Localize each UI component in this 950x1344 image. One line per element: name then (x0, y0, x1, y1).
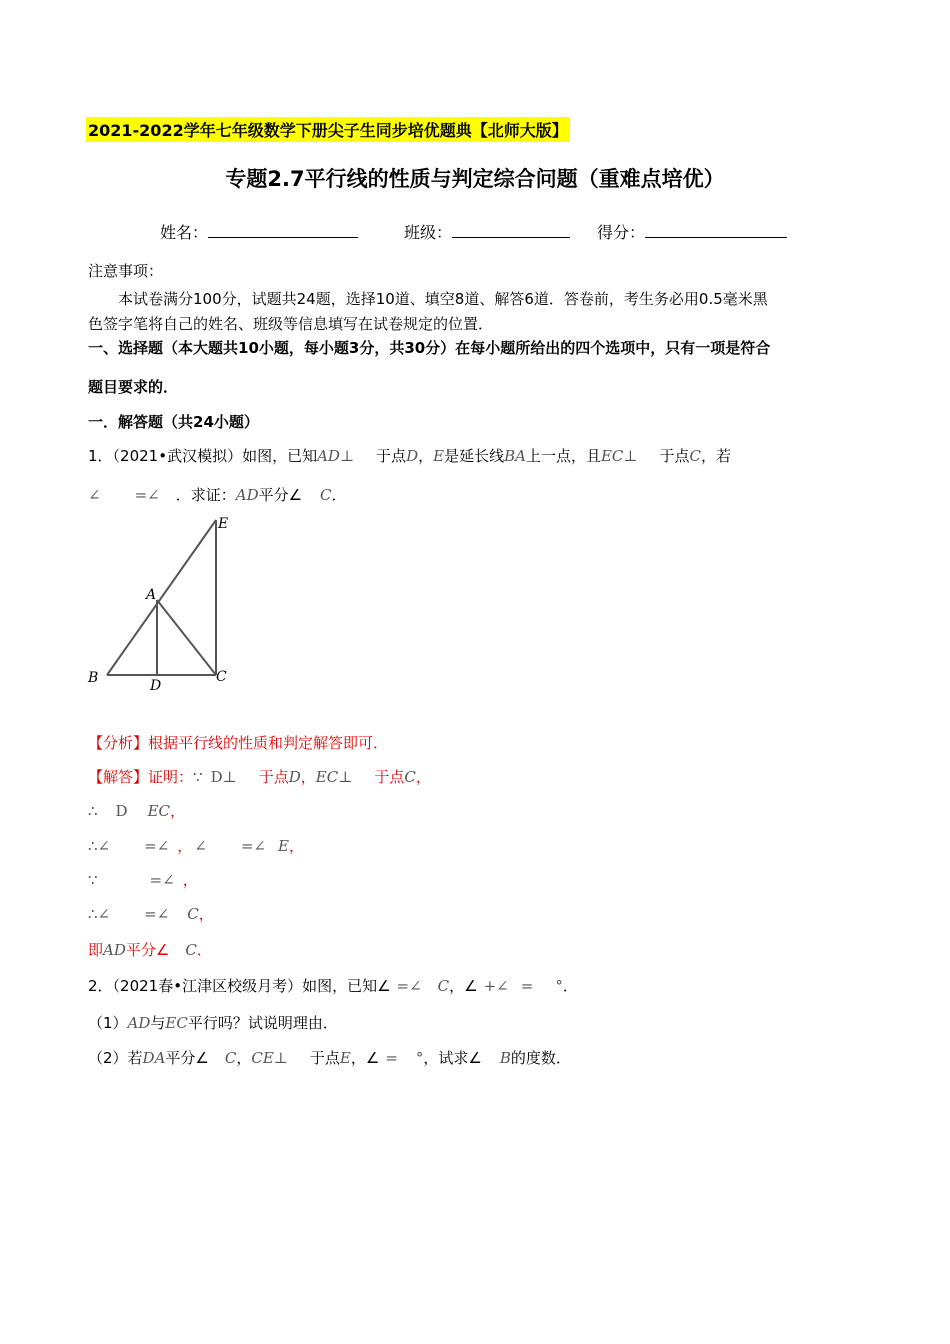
s3-therefore: ∴∠ (88, 837, 111, 855)
q1-if: ，若 (701, 447, 732, 465)
score-blank (645, 223, 787, 238)
label-b: B (88, 670, 99, 686)
s2-end: ， (170, 802, 186, 820)
q1-seg-ad: AD (317, 447, 340, 465)
q1-solution-line-2 (88, 800, 185, 821)
q2-p2-ask: ，试求∠ (423, 1049, 482, 1067)
s5-therefore: ∴∠ (88, 905, 111, 923)
s1-end: ， (415, 768, 431, 786)
q1-perp-2: ⊥ (623, 447, 638, 465)
q1-point-c: C (689, 447, 701, 465)
notes-line-2: 色签字笔将自己的姓名、班级等信息填写在试卷规定的位置． (88, 315, 494, 333)
s1-at-point-2: 于点 (374, 768, 405, 786)
q1-analysis (88, 732, 388, 753)
q2-p2-da: DA (142, 1049, 166, 1067)
line-ac (157, 600, 216, 675)
s1-frag: D⊥ (210, 768, 237, 786)
s3-angle: ∠ (194, 837, 207, 855)
q1-at-point-2: 于点 (659, 447, 690, 465)
q2-line-1 (88, 975, 578, 996)
q2-plus: +∠ (483, 977, 509, 995)
analysis-tag: 【分析】 (88, 734, 149, 752)
solution-lead: 证明： (148, 768, 194, 786)
s6-end: ． (196, 941, 212, 959)
s3-eq-1: =∠ (144, 837, 170, 855)
s6-bisect: 平分∠ (125, 941, 170, 959)
q2-p2-number: （2）若 (88, 1049, 143, 1067)
q1-solution-line-5 (88, 903, 214, 924)
class-field (404, 220, 570, 243)
q1-prove: ．求证： (175, 486, 236, 504)
q1-line-1 (88, 445, 731, 466)
label-e: E (218, 516, 229, 532)
s1-comma: ， (300, 768, 316, 786)
q2-p2-at-point: 于点 (309, 1049, 340, 1067)
s1-because: ∵ (193, 768, 203, 786)
q2-frag-c: C (437, 977, 450, 995)
q1-angle-1: ∠ (88, 486, 101, 504)
q2-part-2 (88, 1047, 571, 1068)
q1-solution-line-4 (88, 869, 198, 890)
notes-heading: 注意事项： (88, 262, 164, 280)
name-label: 姓名： (160, 223, 209, 242)
q2-p2-angle: ，∠ (350, 1049, 380, 1067)
series-title: 2021-2022学年七年级数学下册尖子生同步培优题典【北师大版】 (86, 117, 570, 142)
q2-source: （2021春•江津区校级月考）如图，已知∠ (112, 977, 391, 995)
q1-period: ． (331, 486, 347, 504)
s4-because: ∵ (88, 871, 98, 889)
q2-eq-2: = (520, 977, 534, 995)
q2-p1-text: 平行吗？试说明理由． (187, 1014, 338, 1032)
q2-p1-ec: EC (165, 1014, 188, 1032)
q1-one-point: 上一点，且 (525, 447, 601, 465)
section-1-line-1: 一、选择题（本大题共10小题，每小题3分，共30分）在每小题所给出的四个选项中，只有一项是符合 (88, 339, 771, 357)
q2-p2-ce: CE (251, 1049, 274, 1067)
q1-seg-ba: BA (504, 447, 526, 465)
solution-tag: 【解答】 (88, 768, 149, 786)
q1-source: （2021•武汉模拟）如图，已知 (112, 447, 318, 465)
q1-at-point-1: 于点 (376, 447, 407, 465)
q2-p1-ad: AD (127, 1014, 151, 1032)
q1-prove-c: C (320, 486, 332, 504)
q2-sep: ，∠ (449, 977, 478, 995)
line-be (107, 520, 216, 675)
q2-number: 2． (88, 977, 113, 995)
q2-p2-e: E (339, 1049, 351, 1067)
s5-end: ， (198, 905, 214, 923)
s2-frag: D (115, 802, 128, 820)
q1-line-2 (88, 484, 347, 505)
q1-solution-line-1 (88, 766, 431, 787)
s6-lead: 即 (88, 941, 104, 959)
s1-seg-ec: EC (315, 768, 339, 786)
q1-perp-1: ⊥ (339, 447, 355, 465)
q1-solution-line-6 (88, 939, 212, 960)
s2-seg-ec: EC (147, 802, 171, 820)
q2-eq: =∠ (396, 977, 422, 995)
q1-angle-eq: =∠ (134, 486, 160, 504)
q1-point-e: E (433, 447, 445, 465)
q2-p2-deg: ° (415, 1049, 424, 1067)
q1-prove-ad: AD (235, 486, 259, 504)
q1-point-d: D (406, 447, 419, 465)
q2-end: ． (562, 977, 578, 995)
q2-p2-b: B (499, 1049, 511, 1067)
class-blank (452, 223, 570, 238)
s4-end: ， (182, 871, 198, 889)
name-field (160, 220, 358, 243)
label-a: A (146, 587, 157, 603)
label-c: C (216, 669, 227, 685)
q2-p2-eq: = (385, 1049, 398, 1067)
s1-point-d: D (288, 768, 301, 786)
s1-at-point-1: 于点 (258, 768, 289, 786)
s4-eq: =∠ (149, 871, 175, 889)
label-d: D (150, 678, 162, 694)
q1-solution-line-3: ∴∠ =∠ ， ∠ =∠ E， (88, 837, 304, 855)
q2-p2-bisect: 平分∠ (165, 1049, 209, 1067)
q1-comma-1: ， (418, 447, 434, 465)
s3-end: ， (288, 837, 304, 855)
notes-line-1: 本试卷满分100分，试题共24题，选择10道、填空8道、解答6道．答卷前，考生务必用0.5毫米黑 (118, 290, 768, 308)
score-field (597, 220, 787, 243)
part-heading: 一．解答题（共24小题） (88, 413, 259, 431)
class-label: 班级： (404, 223, 453, 242)
s2-therefore: ∴ (88, 802, 98, 820)
q2-p1-number: （1） (88, 1014, 128, 1032)
section-1-line-2: 题目要求的． (88, 378, 179, 396)
q2-p2-c: C (224, 1049, 237, 1067)
q2-deg: ° (555, 977, 563, 995)
s6-seg-ad: AD (103, 941, 126, 959)
analysis-text: 根据平行线的性质和判定解答即可． (148, 734, 389, 752)
s6-point-c: C (185, 941, 197, 959)
q1-figure (80, 508, 240, 698)
q2-p2-comma: ， (236, 1049, 252, 1067)
page-title: 专题2.7平行线的性质与判定综合问题（重难点培优） (225, 167, 725, 191)
q1-extension: 是延长线 (444, 447, 505, 465)
s1-point-c: C (404, 768, 416, 786)
q1-seg-ec: EC (600, 447, 624, 465)
name-blank (208, 223, 358, 238)
s5-point-c: C (187, 905, 199, 923)
q2-p1-with: 与 (150, 1014, 166, 1032)
s3-eq-2: =∠ (240, 837, 266, 855)
score-label: 得分： (597, 223, 646, 242)
q2-part-1 (88, 1012, 338, 1033)
s1-perp: ⊥ (338, 768, 353, 786)
q2-p2-end: 的度数． (510, 1049, 571, 1067)
q1-bisect: 平分∠ (258, 486, 303, 504)
s3-point-e: E (278, 837, 289, 855)
q1-number: 1． (88, 447, 113, 465)
q2-p2-perp: ⊥ (273, 1049, 288, 1067)
s5-eq: =∠ (144, 905, 170, 923)
